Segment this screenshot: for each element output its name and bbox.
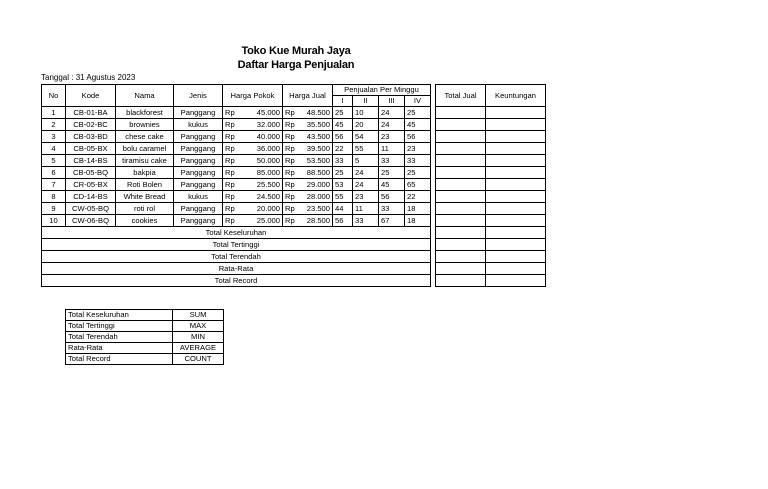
reference-label[interactable]: Rata-Rata <box>66 343 173 354</box>
currency-label: Rp <box>225 131 235 141</box>
cell-week-2[interactable]: 11 <box>353 203 379 215</box>
reference-row <box>66 343 224 354</box>
harga-pokok-value: 50.000 <box>256 155 280 165</box>
currency-label: Rp <box>285 131 295 141</box>
currency-label: Rp <box>225 203 235 213</box>
harga-jual-value: 53.500 <box>306 155 330 165</box>
cell-nama[interactable]: bolu caramel <box>116 143 174 155</box>
cell-harga-jual[interactable] <box>283 167 333 179</box>
harga-jual-value: 39.500 <box>306 143 330 153</box>
cell-nama[interactable]: Roti Bolen <box>116 179 174 191</box>
currency-label: Rp <box>285 155 295 165</box>
harga-pokok-value: 40.000 <box>256 131 280 141</box>
cell-harga-jual[interactable] <box>283 143 333 155</box>
header-jenis: Jenis <box>174 85 223 107</box>
cell-week-4[interactable]: 18 <box>405 203 431 215</box>
cell-week-3[interactable]: 24 <box>379 119 405 131</box>
reference-function[interactable]: SUM <box>173 310 224 321</box>
cell-nama[interactable]: White Bread <box>116 191 174 203</box>
cell-kode[interactable]: CB-02-BC <box>66 119 116 131</box>
cell-kode[interactable]: CB-01-BA <box>66 107 116 119</box>
harga-jual-value: 29.000 <box>306 179 330 189</box>
cell-jenis[interactable]: Panggang <box>174 155 223 167</box>
cell-nama[interactable]: chese cake <box>116 131 174 143</box>
reference-row <box>66 310 224 321</box>
table-row <box>42 107 546 119</box>
header-penjualan: Penjualan Per Minggu <box>333 85 431 96</box>
harga-pokok-value: 32.000 <box>256 119 280 129</box>
table-row <box>42 215 546 227</box>
header-harga-jual: Harga Jual <box>283 85 333 107</box>
cell-jenis[interactable]: kukus <box>174 191 223 203</box>
cell-total-jual[interactable] <box>436 179 486 191</box>
cell-nama[interactable]: blackforest <box>116 107 174 119</box>
cell-week-3[interactable]: 67 <box>379 215 405 227</box>
table-row <box>42 167 546 179</box>
summary-keuntungan[interactable] <box>486 275 546 287</box>
harga-pokok-value: 85.000 <box>256 167 280 177</box>
cell-week-1[interactable]: 53 <box>333 179 353 191</box>
price-table <box>41 84 546 287</box>
cell-kode[interactable]: CB-05-BQ <box>66 167 116 179</box>
cell-nama[interactable]: tiramisu cake <box>116 155 174 167</box>
currency-label: Rp <box>285 167 295 177</box>
sheet-subtitle: Daftar Harga Penjualan <box>237 59 355 71</box>
cell-nama[interactable]: cookies <box>116 215 174 227</box>
cell-week-4[interactable]: 33 <box>405 155 431 167</box>
cell-keuntungan[interactable] <box>486 179 546 191</box>
header-harga-pokok: Harga Pokok <box>223 85 283 107</box>
header-keuntungan: Keuntungan <box>486 85 546 107</box>
cell-week-4[interactable]: 45 <box>405 119 431 131</box>
reference-function[interactable]: MIN <box>173 332 224 343</box>
cell-keuntungan[interactable] <box>486 203 546 215</box>
reference-label[interactable]: Total Terendah <box>66 332 173 343</box>
cell-no[interactable]: 4 <box>42 143 66 155</box>
currency-label: Rp <box>285 191 295 201</box>
summary-keuntungan[interactable] <box>486 239 546 251</box>
reference-function[interactable]: COUNT <box>173 354 224 365</box>
cell-week-1[interactable]: 25 <box>333 107 353 119</box>
cell-harga-jual[interactable] <box>283 131 333 143</box>
cell-harga-pokok[interactable] <box>223 131 283 143</box>
cell-no[interactable]: 7 <box>42 179 66 191</box>
sheet-title: Toko Kue Murah Jaya <box>241 45 351 57</box>
cell-total-jual[interactable] <box>436 143 486 155</box>
cell-week-4[interactable]: 18 <box>405 215 431 227</box>
cell-no[interactable]: 3 <box>42 131 66 143</box>
cell-week-3[interactable]: 33 <box>379 155 405 167</box>
reference-row <box>66 321 224 332</box>
currency-label: Rp <box>225 167 235 177</box>
summary-label: Total Keseluruhan <box>42 227 431 239</box>
cell-week-1[interactable]: 56 <box>333 131 353 143</box>
cell-total-jual[interactable] <box>436 203 486 215</box>
reference-label[interactable]: Total Tertinggi <box>66 321 173 332</box>
cell-harga-jual[interactable] <box>283 119 333 131</box>
cell-week-3[interactable]: 56 <box>379 191 405 203</box>
cell-week-1[interactable]: 25 <box>333 167 353 179</box>
cell-week-4[interactable]: 65 <box>405 179 431 191</box>
cell-week-2[interactable]: 55 <box>353 143 379 155</box>
cell-harga-jual[interactable] <box>283 215 333 227</box>
summary-row <box>42 275 546 287</box>
harga-pokok-value: 25.000 <box>256 215 280 225</box>
cell-harga-jual[interactable] <box>283 203 333 215</box>
cell-week-2[interactable]: 23 <box>353 191 379 203</box>
summary-row <box>42 239 546 251</box>
currency-label: Rp <box>225 215 235 225</box>
cell-total-jual[interactable] <box>436 215 486 227</box>
table-row <box>42 155 546 167</box>
cell-week-3[interactable]: 25 <box>379 167 405 179</box>
cell-harga-pokok[interactable] <box>223 215 283 227</box>
summary-total-jual[interactable] <box>436 239 486 251</box>
harga-pokok-value: 20.000 <box>256 203 280 213</box>
cell-keuntungan[interactable] <box>486 191 546 203</box>
cell-keuntungan[interactable] <box>486 167 546 179</box>
cell-week-2[interactable]: 24 <box>353 179 379 191</box>
currency-label: Rp <box>285 203 295 213</box>
function-reference-table <box>65 309 224 365</box>
cell-harga-pokok[interactable] <box>223 119 283 131</box>
cell-jenis[interactable]: Panggang <box>174 203 223 215</box>
cell-jenis[interactable]: Panggang <box>174 215 223 227</box>
cell-week-3[interactable]: 24 <box>379 107 405 119</box>
summary-keuntungan[interactable] <box>486 263 546 275</box>
cell-harga-pokok[interactable] <box>223 155 283 167</box>
currency-label: Rp <box>225 119 235 129</box>
cell-week-1[interactable]: 22 <box>333 143 353 155</box>
date-label: Tanggal : 31 Agustus 2023 <box>41 73 136 82</box>
header-nama: Nama <box>116 85 174 107</box>
currency-label: Rp <box>285 143 295 153</box>
table-row <box>42 191 546 203</box>
cell-week-2[interactable]: 54 <box>353 131 379 143</box>
cell-jenis[interactable]: Panggang <box>174 143 223 155</box>
cell-week-4[interactable]: 25 <box>405 107 431 119</box>
header-no: No <box>42 85 66 107</box>
cell-kode[interactable]: CW-06-BQ <box>66 215 116 227</box>
currency-label: Rp <box>285 119 295 129</box>
summary-label: Rata-Rata <box>42 263 431 275</box>
table-row <box>42 203 546 215</box>
table-row <box>42 143 546 155</box>
cell-week-4[interactable]: 22 <box>405 191 431 203</box>
currency-label: Rp <box>285 215 295 225</box>
cell-kode[interactable]: CW-05-BQ <box>66 203 116 215</box>
cell-week-2[interactable]: 20 <box>353 119 379 131</box>
harga-jual-value: 48.500 <box>306 107 330 117</box>
cell-harga-jual[interactable] <box>283 191 333 203</box>
cell-kode[interactable]: CD-14-BS <box>66 191 116 203</box>
summary-label: Total Terendah <box>42 251 431 263</box>
table-row <box>42 179 546 191</box>
cell-total-jual[interactable] <box>436 131 486 143</box>
cell-harga-pokok[interactable] <box>223 179 283 191</box>
cell-week-1[interactable]: 56 <box>333 215 353 227</box>
harga-jual-value: 28.500 <box>306 215 330 225</box>
cell-week-2[interactable]: 10 <box>353 107 379 119</box>
currency-label: Rp <box>225 191 235 201</box>
currency-label: Rp <box>285 107 295 117</box>
cell-kode[interactable]: CB-05-BX <box>66 143 116 155</box>
harga-jual-value: 28.000 <box>306 191 330 201</box>
harga-pokok-value: 25.500 <box>256 179 280 189</box>
harga-jual-value: 43.500 <box>306 131 330 141</box>
cell-no[interactable]: 2 <box>42 119 66 131</box>
table-row <box>42 119 546 131</box>
cell-total-jual[interactable] <box>436 107 486 119</box>
cell-kode[interactable]: CR-05-BX <box>66 179 116 191</box>
cell-week-3[interactable]: 23 <box>379 131 405 143</box>
cell-harga-pokok[interactable] <box>223 167 283 179</box>
cell-week-2[interactable]: 24 <box>353 167 379 179</box>
cell-kode[interactable]: CB-03-BD <box>66 131 116 143</box>
cell-jenis[interactable]: Panggang <box>174 131 223 143</box>
cell-nama[interactable]: roti rol <box>116 203 174 215</box>
summary-total-jual[interactable] <box>436 227 486 239</box>
cell-jenis[interactable]: kukus <box>174 119 223 131</box>
cell-keuntungan[interactable] <box>486 155 546 167</box>
harga-jual-value: 88.500 <box>306 167 330 177</box>
cell-no[interactable]: 1 <box>42 107 66 119</box>
cell-week-4[interactable]: 25 <box>405 167 431 179</box>
cell-week-1[interactable]: 44 <box>333 203 353 215</box>
reference-row <box>66 332 224 343</box>
cell-jenis[interactable]: Panggang <box>174 107 223 119</box>
harga-pokok-value: 24.500 <box>256 191 280 201</box>
summary-row <box>42 227 546 239</box>
cell-keuntungan[interactable] <box>486 131 546 143</box>
harga-pokok-value: 45.000 <box>256 107 280 117</box>
reference-function[interactable]: AVERAGE <box>173 343 224 354</box>
cell-no[interactable]: 6 <box>42 167 66 179</box>
cell-week-2[interactable]: 33 <box>353 215 379 227</box>
summary-total-jual[interactable] <box>436 263 486 275</box>
cell-keuntungan[interactable] <box>486 119 546 131</box>
cell-total-jual[interactable] <box>436 119 486 131</box>
header-week-4: IV <box>405 96 431 107</box>
cell-harga-pokok[interactable] <box>223 191 283 203</box>
reference-label[interactable]: Total Keseluruhan <box>66 310 173 321</box>
header-kode: Kode <box>66 85 116 107</box>
reference-function[interactable]: MAX <box>173 321 224 332</box>
currency-label: Rp <box>225 107 235 117</box>
cell-week-3[interactable]: 45 <box>379 179 405 191</box>
cell-jenis[interactable]: Panggang <box>174 179 223 191</box>
cell-harga-jual[interactable] <box>283 155 333 167</box>
table-row <box>42 131 546 143</box>
harga-pokok-value: 36.000 <box>256 143 280 153</box>
summary-keuntungan[interactable] <box>486 227 546 239</box>
cell-week-1[interactable]: 45 <box>333 119 353 131</box>
header-total-jual: Total Jual <box>436 85 486 107</box>
summary-label: Total Record <box>42 275 431 287</box>
cell-no[interactable]: 10 <box>42 215 66 227</box>
summary-label: Total Tertinggi <box>42 239 431 251</box>
cell-total-jual[interactable] <box>436 155 486 167</box>
reference-label[interactable]: Total Record <box>66 354 173 365</box>
reference-row <box>66 354 224 365</box>
summary-row <box>42 251 546 263</box>
summary-keuntungan[interactable] <box>486 251 546 263</box>
cell-week-4[interactable]: 56 <box>405 131 431 143</box>
cell-no[interactable]: 5 <box>42 155 66 167</box>
cell-harga-pokok[interactable] <box>223 107 283 119</box>
cell-keuntungan[interactable] <box>486 215 546 227</box>
cell-harga-pokok[interactable] <box>223 143 283 155</box>
currency-label: Rp <box>225 143 235 153</box>
summary-row <box>42 263 546 275</box>
cell-keuntungan[interactable] <box>486 107 546 119</box>
cell-keuntungan[interactable] <box>486 143 546 155</box>
cell-jenis[interactable]: Panggang <box>174 167 223 179</box>
header-week-1: I <box>333 96 353 107</box>
cell-harga-jual[interactable] <box>283 179 333 191</box>
cell-total-jual[interactable] <box>436 167 486 179</box>
header-week-2: II <box>353 96 379 107</box>
cell-kode[interactable]: CB-14-BS <box>66 155 116 167</box>
cell-nama[interactable]: brownies <box>116 119 174 131</box>
cell-harga-pokok[interactable] <box>223 203 283 215</box>
currency-label: Rp <box>225 179 235 189</box>
cell-week-1[interactable]: 33 <box>333 155 353 167</box>
cell-week-1[interactable]: 55 <box>333 191 353 203</box>
cell-no[interactable]: 9 <box>42 203 66 215</box>
harga-jual-value: 35.500 <box>306 119 330 129</box>
harga-jual-value: 23.500 <box>306 203 330 213</box>
summary-total-jual[interactable] <box>436 275 486 287</box>
currency-label: Rp <box>225 155 235 165</box>
summary-total-jual[interactable] <box>436 251 486 263</box>
cell-week-3[interactable]: 33 <box>379 203 405 215</box>
cell-total-jual[interactable] <box>436 191 486 203</box>
cell-harga-jual[interactable] <box>283 107 333 119</box>
cell-no[interactable]: 8 <box>42 191 66 203</box>
cell-nama[interactable]: bakpia <box>116 167 174 179</box>
cell-week-4[interactable]: 23 <box>405 143 431 155</box>
currency-label: Rp <box>285 179 295 189</box>
cell-week-2[interactable]: 5 <box>353 155 379 167</box>
header-week-3: III <box>379 96 405 107</box>
cell-week-3[interactable]: 11 <box>379 143 405 155</box>
